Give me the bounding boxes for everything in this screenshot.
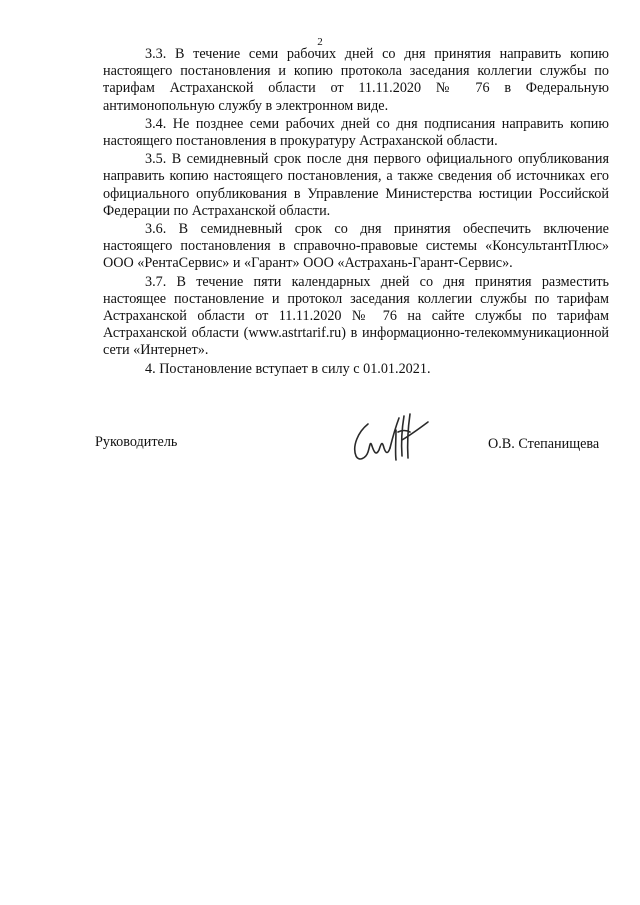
paragraph-3-3: 3.3. В течение семи рабочих дней со дня принятия направить копию настоящего постановления и копию протокола заседания коллегии службы по тарифам Астраханской области от 11.11.2020 № 76 в Федеральную антимонопольную службу в электронном виде. [103, 46, 609, 114]
paragraph-3-5: 3.5. В семидневный срок после дня первого официального опубликования направить копию настоящего постановления, а также сведения об источниках его официального опубликования в Управление Министерства юстиции Российской Федерации по Астраханской области. [103, 151, 609, 219]
page-number: 2 [317, 36, 323, 48]
handwritten-signature-image [346, 410, 438, 470]
document-body [103, 46, 609, 379]
paragraph-4: 4. Постановление вступает в силу с 01.01.2021. [145, 360, 431, 377]
paragraph-3-4: 3.4. Не позднее семи рабочих дней со дня подписания направить копию настоящего постановления в прокуратуру Астраханской области. [103, 115, 609, 150]
paragraph-3-7: 3.7. В течение пяти календарных дней со дня принятия разместить настоящее постановление и протокол заседания коллегии службы по тарифам Астраханской области от 11.11.2020 № 76 на сайте службы по тарифам Астраханской области (www.astrtarif.ru) в информационно-телекоммуникационной сети «Интернет». [103, 273, 609, 359]
signer-title: Руководитель [95, 434, 178, 450]
paragraph-3-6: 3.6. В семидневный срок со дня принятия обеспечить включение настоящего постановления в справочно-правовые системы «КонсультантПлюс» ООО «РентаСервис» и «Гарант» ООО «Астрахань-Гарант-Сервис». [103, 221, 609, 272]
signature-block [0, 410, 640, 490]
signer-name: О.В. Степанищева [488, 436, 600, 452]
